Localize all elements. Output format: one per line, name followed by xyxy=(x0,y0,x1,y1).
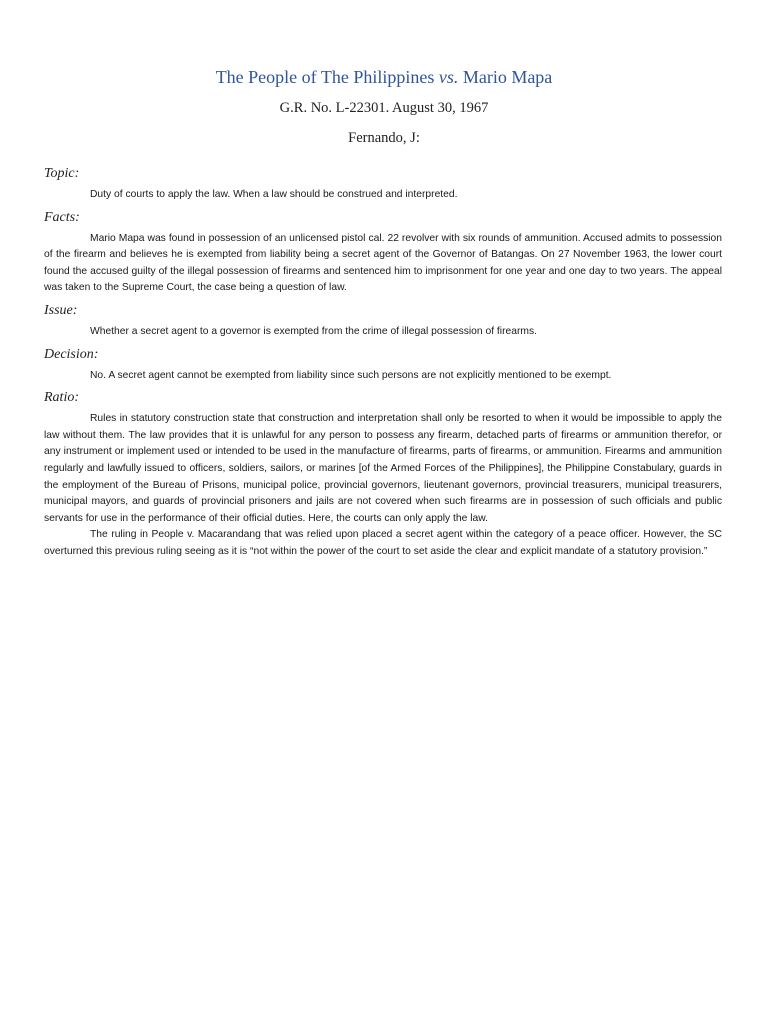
section-paragraph: The ruling in People v. Macarandang that was relied upon placed a secret agent within the category of a peace officer. However, the SC overturned this previous ruling seeing as it is “not within the power of the court to set aside the clear and explicit mandate of a statutory provision.” xyxy=(44,529,722,557)
section-heading: Topic: xyxy=(44,166,80,181)
section-facts xyxy=(44,209,722,297)
section-paragraph: Mario Mapa was found in possession of an unlicensed pistol cal. 22 revolver with six rounds of ammunition. Accused admits to possession of the firearm and believes he is exempted from liability being a secret agent of the Governor of Batangas. On 27 November 1963, the lower court found the accused guilty of the illegal possession of firearms and sentenced him to imprisonment for one year and one day to two years. The appeal was taken to the Supreme Court, the case being a question of law. xyxy=(44,232,722,294)
case-title xyxy=(0,66,768,88)
section-heading: Facts: xyxy=(44,209,80,225)
section-heading: Ratio: xyxy=(44,390,79,406)
case-number: G.R. No. L-22301. August 30, 1967 xyxy=(279,100,489,116)
section-topic xyxy=(44,165,722,204)
case-title-vs: vs. xyxy=(438,67,459,87)
section-paragraph: No. A secret agent cannot be exempted from liability since such persons are not explicitly mentioned to be exempt. xyxy=(90,369,612,381)
section-paragraph: Duty of courts to apply the law. When a law should be construed and interpreted. xyxy=(90,189,458,200)
ponente: Fernando, J: xyxy=(348,130,420,146)
section-issue xyxy=(44,302,722,341)
section-paragraph: Rules in statutory construction state that construction and interpretation shall only be resorted to when it would be impossible to apply the law without them. The law provides that it is unlawful for any person to possess any firearm, detached parts of firearms or ammunition therefor, or any instrument or implement used or intended to be used in the manufacture of firearms, parts of firearms, or ammunition. Firearms and ammunition regularly and lawfully issued to officers, soldiers, sailors, or marines [of the Armed Forces of the Philippines], the Philippine Constabulary, guards in the employment of the Bureau of Prisons, municipal police, provincial governors, lieutenant governors, provincial treasurers, municipal treasurers, municipal mayors, and guards of provincial prisoners and jails are not covered when such firearms are in possession of such officials and public servants for use in the performance of their official duties. Here, the courts can only apply the law. xyxy=(44,413,722,524)
digest-body xyxy=(44,165,722,566)
section-decision xyxy=(44,346,722,385)
case-title-parties-2: Mario Mapa xyxy=(458,67,553,87)
section-ratio xyxy=(44,389,722,560)
case-title-parties-1: The People of The Philippines xyxy=(215,67,439,87)
section-heading: Issue: xyxy=(44,302,78,318)
section-paragraph: Whether a secret agent to a governor is exempted from the crime of illegal possession of firearms. xyxy=(90,325,537,337)
section-heading: Decision: xyxy=(44,346,99,362)
